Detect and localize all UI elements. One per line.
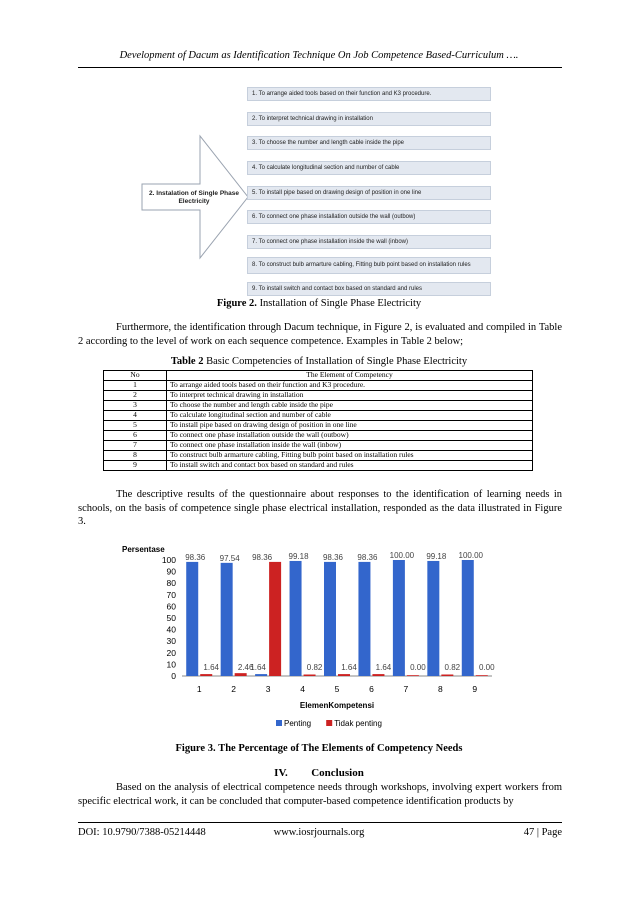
bar-penting [358, 562, 370, 676]
section-number: IV. [274, 767, 288, 779]
table-cell-element: To calculate longitudinal section and number of cable [167, 411, 533, 421]
diagram-item-8: 8. To construct bulb armarture cabling, Fitting bulb point based on installation rules [247, 257, 491, 274]
table-cell-element: To install switch and contact box based on standard and rules [167, 461, 533, 471]
bar-penting [255, 674, 267, 676]
data-label-tidak-penting: 0.00 [410, 663, 426, 672]
data-label-tidak-penting: 98.36 [252, 552, 273, 562]
table-row [104, 461, 533, 471]
data-label-penting: 98.36 [357, 552, 378, 562]
section-heading [0, 767, 638, 779]
x-tick-label: 7 [403, 684, 409, 694]
table-header-row [104, 371, 533, 381]
x-tick-label: 8 [437, 684, 443, 694]
table2-label: Table 2 [170, 356, 204, 367]
bar-penting [221, 563, 233, 676]
data-label-tidak-penting: 1.64 [341, 663, 357, 672]
chart-svg [120, 540, 520, 740]
data-label-penting: 98.36 [185, 552, 206, 562]
x-axis-label: ElemenKompetensi [299, 701, 375, 710]
data-label-tidak-penting: 1.64 [375, 663, 392, 672]
bar-penting [427, 561, 439, 676]
data-label-tidak-penting: 1.64 [203, 663, 220, 672]
legend-label-tidak-penting: Tidak penting [334, 719, 382, 728]
data-label-tidak-penting: 2.46 [237, 663, 254, 672]
running-header: Development of Dacum as Identification Technique On Job Competence Based-Curriculum …. [119, 50, 519, 61]
section-title: Conclusion [311, 767, 364, 779]
footer-site: www.iosrjournals.org [273, 827, 365, 838]
bar-penting [462, 560, 474, 676]
y-tick-label: 80 [166, 578, 176, 589]
table-row [104, 451, 533, 461]
table-cell-no: 5 [104, 421, 167, 431]
figure3-caption [0, 743, 638, 754]
diagram-item-7: 7. To connect one phase installation inside the wall (inbow) [247, 235, 491, 249]
diagram-item-4: 4. To calculate longitudinal section and number of cable [247, 161, 491, 175]
data-label-penting: 100.00 [389, 551, 415, 560]
table-row [104, 431, 533, 441]
table2-caption [0, 356, 638, 367]
diagram-item-6: 6. To connect one phase installation outside the wall (outbow) [247, 210, 491, 224]
bar-tidak-penting [304, 675, 316, 677]
bar-penting [393, 560, 405, 676]
diagram-item-3: 3. To choose the number and length cable inside the pipe [247, 136, 491, 150]
arrow-label: 2. Instalation of Single Phase Electricity [149, 190, 239, 205]
competency-table [103, 370, 533, 471]
y-tick-label: 40 [166, 624, 176, 635]
table-row [104, 421, 533, 431]
x-tick-label: 5 [334, 684, 340, 694]
paragraph-2: The descriptive results of the questionnaire about responses to the identification of learning needs in schools, on the basis of competence single phase electrical installation, responded as the data illustrated in Figure 3. [78, 489, 562, 527]
data-label-penting: 99.18 [426, 551, 447, 561]
table-cell-element: To connect one phase installation outside the wall (outbow) [167, 431, 533, 441]
footer-rule [78, 822, 562, 823]
data-label-penting: 98.36 [322, 552, 344, 562]
table-row [104, 391, 533, 401]
data-label-penting: 99.18 [288, 551, 309, 561]
footer-page: 47 | Page [523, 827, 562, 838]
x-tick-label: 6 [369, 684, 374, 694]
paragraph-1: Furthermore, the identification through Dacum technique, in Figure 2, is evaluated and compiled in Table 2 according to the level of work on each sequence competence. Examples in Table 2 below; [78, 322, 562, 347]
table-cell-no: 8 [104, 451, 167, 461]
footer-doi: DOI: 10.9790/7388-05214448 [78, 827, 206, 838]
y-tick-label: 100 [161, 555, 176, 565]
bar-tidak-penting [269, 562, 281, 676]
table-cell-no: 9 [104, 461, 167, 471]
diagram-item-1: 1. To arrange aided tools based on their function and K3 procedure. [247, 87, 491, 101]
data-label-penting: 97.54 [219, 553, 240, 563]
y-tick-label: 30 [166, 636, 176, 647]
y-tick-label: 60 [166, 601, 176, 612]
y-tick-label: 50 [166, 613, 176, 623]
table-row [104, 411, 533, 421]
table-row [104, 441, 533, 451]
data-label-tidak-penting: 0.00 [478, 663, 495, 672]
legend-swatch-tidak-penting [326, 720, 332, 726]
table-cell-no: 7 [104, 441, 167, 451]
y-tick-label: 10 [166, 659, 176, 670]
table-cell-element: To install pipe based on drawing design of position in one line [167, 421, 533, 431]
table-cell-no: 4 [104, 411, 167, 421]
data-label-tidak-penting: 0.82 [444, 663, 461, 672]
bar-tidak-penting [338, 674, 350, 676]
table-cell-element: To connect one phase installation inside the wall (inbow) [167, 441, 533, 451]
figure2-caption [0, 298, 638, 309]
table-cell-element: To interpret technical drawing in installation [167, 391, 533, 401]
bar-tidak-penting [441, 675, 453, 677]
table-row [104, 401, 533, 411]
diagram-item-5: 5. To install pipe based on drawing design of position in one line [247, 186, 491, 200]
bar-tidak-penting [476, 675, 488, 676]
bar-penting [290, 561, 302, 676]
x-tick-label: 2 [231, 684, 237, 694]
figure2-text: Installation of Single Phase Electricity [259, 298, 422, 309]
y-tick-label: 90 [166, 566, 176, 577]
bar-tidak-penting [372, 674, 384, 676]
x-tick-label: 3 [265, 684, 271, 694]
legend-label-penting: Penting [284, 719, 312, 728]
x-tick-label: 9 [472, 684, 478, 694]
y-tick-label: 0 [171, 671, 176, 681]
data-label-penting: 100.00 [458, 551, 484, 560]
table-cell-element: To choose the number and length cable inside the pipe [167, 401, 533, 411]
table-cell-element: To construct bulb armarture cabling, Fitting bulb point based on installation rules [167, 451, 533, 461]
competency-chart [120, 540, 520, 740]
data-label-tidak-penting: 0.82 [306, 663, 323, 672]
table-header-element: The Element of Competency [167, 371, 533, 381]
data-label-penting: 1.64 [250, 663, 266, 672]
figure2-label: Figure 2. [216, 298, 257, 309]
table-cell-no: 1 [104, 381, 167, 391]
table-cell-no: 3 [104, 401, 167, 411]
table-header-no: No [104, 371, 167, 381]
bar-tidak-penting [235, 673, 247, 676]
bar-tidak-penting [407, 675, 419, 676]
diagram-item-2: 2. To interpret technical drawing in installation [247, 112, 491, 126]
y-tick-label: 70 [166, 589, 176, 600]
legend-swatch-penting [276, 720, 282, 726]
bar-penting [324, 562, 336, 676]
header-rule [78, 67, 562, 68]
table2-title: Basic Competencies of Installation of Single Phase Electricity [206, 356, 468, 367]
y-tick-label: 20 [166, 647, 176, 658]
table-cell-element: To arrange aided tools based on their function and K3 procedure. [167, 381, 533, 391]
diagram-item-9: 9. To install switch and contact box based on standard and rules [247, 282, 491, 296]
table-row [104, 381, 533, 391]
x-tick-label: 1 [196, 684, 202, 694]
figure3-text: The Percentage of The Elements of Competency Needs [218, 743, 463, 754]
x-tick-label: 4 [300, 684, 305, 694]
bar-penting [186, 562, 198, 676]
y-axis-label: Persentase [122, 545, 165, 554]
paragraph-3: Based on the analysis of electrical competence needs through workshops, involving expert workers from specific electrical work, it can be concluded that computer-based competence identification products by [78, 782, 562, 807]
figure3-label: Figure 3. [175, 743, 216, 754]
table-cell-no: 2 [104, 391, 167, 401]
bar-tidak-penting [200, 674, 212, 676]
table-cell-no: 6 [104, 431, 167, 441]
